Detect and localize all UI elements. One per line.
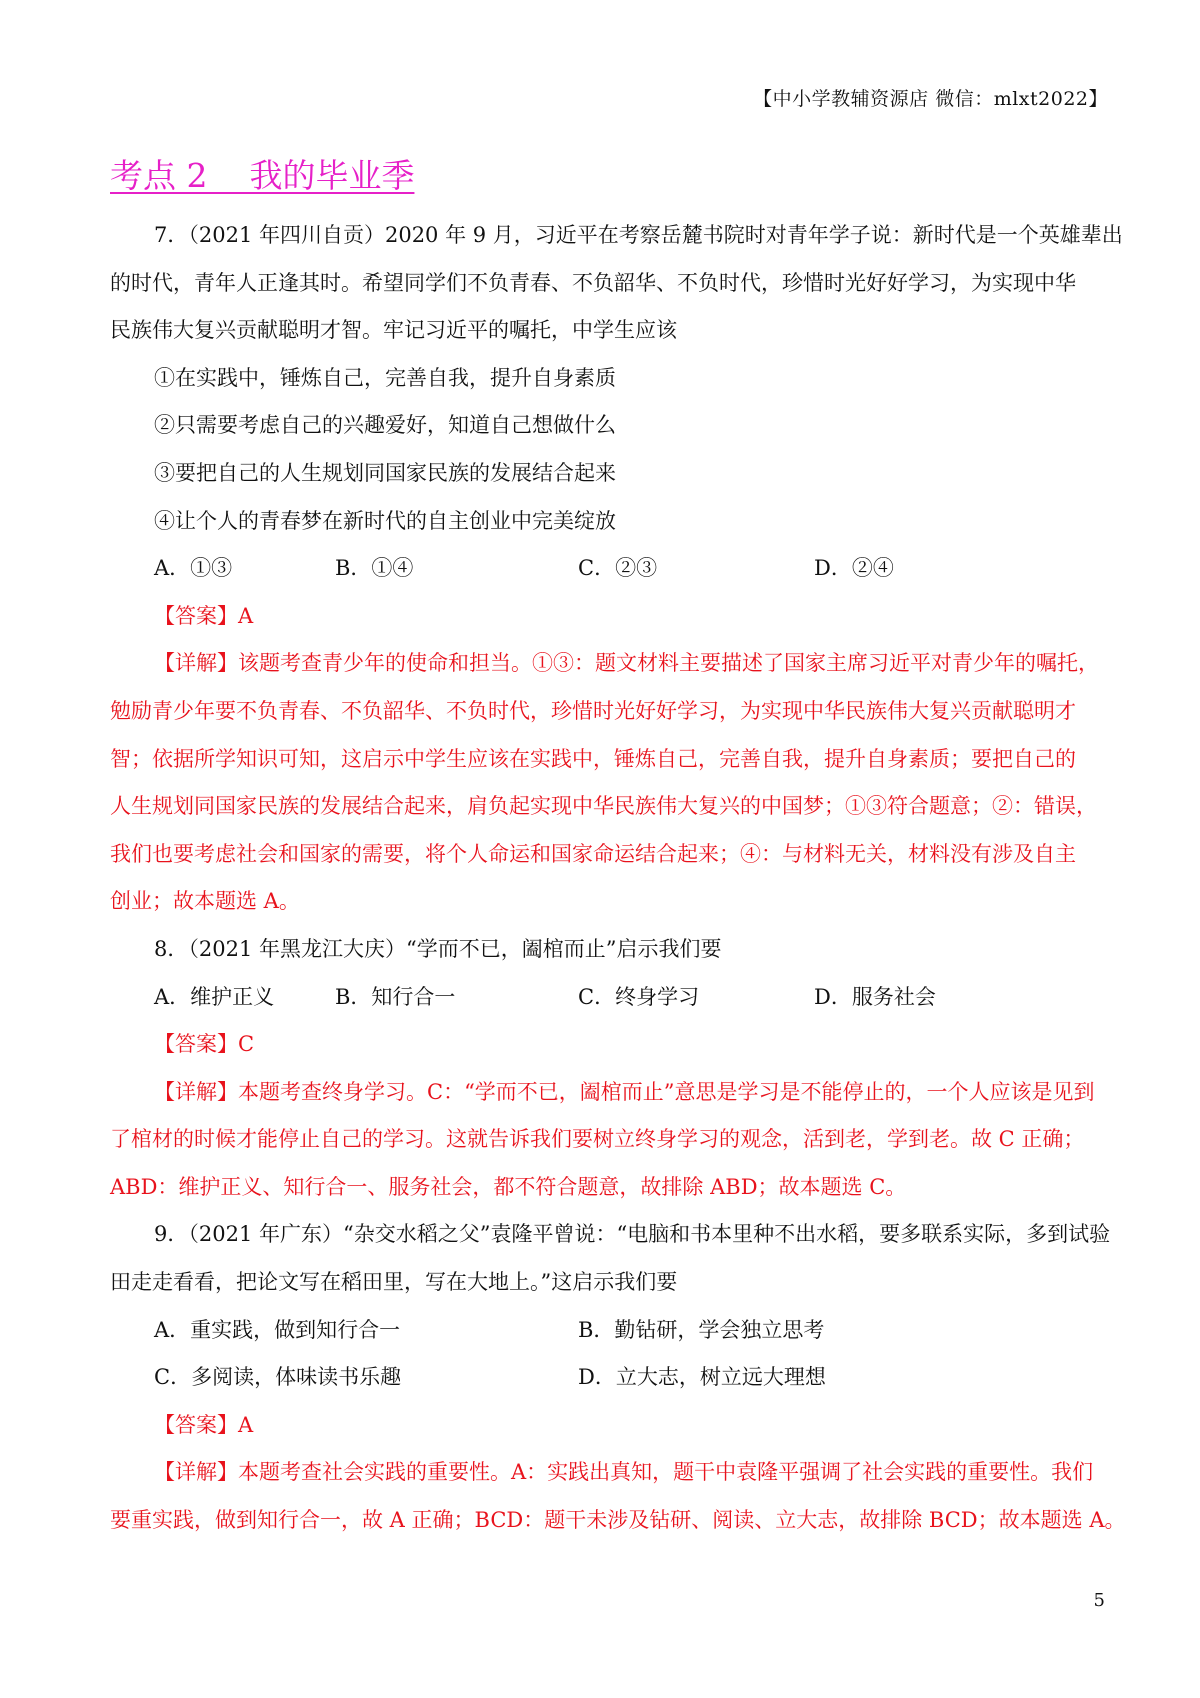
question-stem-line: 田走走看看，把论文写在稻田里，写在大地上。”这启示我们要: [110, 1270, 678, 1295]
option-b: B．①④: [335, 556, 414, 581]
answer-options: [110, 1354, 1100, 1402]
answer-options: [110, 974, 1100, 1022]
question-stem-line: 9．（2021 年广东）“杂交水稻之父”袁隆平曾说：“电脑和书本里种不出水稻，要多联系实际，多到试验: [154, 1222, 1111, 1247]
explanation-line: 【详解】该题考查青少年的使命和担当。①③：题文材料主要描述了国家主席习近平对青少年的嘱托，: [154, 651, 1099, 676]
explanation-line: 了棺材的时候才能停止自己的学习。这就告诉我们要树立终身学习的观念，活到老，学到老。故 C 正确；: [110, 1127, 1085, 1152]
option-a: A．维护正义: [154, 984, 275, 1009]
statement-1: ①在实践中，锤炼自己，完善自我，提升自身素质: [154, 365, 616, 390]
question-9: [110, 1211, 1126, 1544]
option-c: C．终身学习: [578, 984, 700, 1009]
statement-4: ④让个人的青春梦在新时代的自主创业中完美绽放: [154, 508, 616, 533]
answer-label: 【答案】C: [154, 1032, 255, 1057]
option-b: B．勤钻研，学会独立思考: [578, 1317, 825, 1342]
option-a: A．重实践，做到知行合一: [154, 1317, 401, 1342]
option-d: D．②④: [814, 556, 894, 581]
header-note: 【中小学教辅资源店 微信：mlxt2022】: [753, 88, 1108, 110]
explanation-line: 人生规划同国家民族的发展结合起来，肩负起实现中华民族伟大复兴的中国梦；①③符合题意；②：错误，: [110, 794, 1097, 819]
question-stem-line: 7．（2021 年四川自贡）2020 年 9 月，习近平在考察岳麓书院时对青年学子说：新时代是一个英雄辈出: [154, 223, 1123, 247]
statement-2: ②只需要考虑自己的兴趣爱好，知道自己想做什么: [154, 413, 616, 438]
option-d: D．立大志，树立远大理想: [578, 1365, 826, 1390]
option-b: B．知行合一: [335, 984, 456, 1009]
answer-label: 【答案】A: [154, 603, 254, 628]
explanation-line: 【详解】本题考查社会实践的重要性。A：实践出真知，题干中袁隆平强调了社会实践的重要性。我们: [154, 1460, 1094, 1485]
answer-options: [110, 1307, 1100, 1355]
explanation-line: 要重实践，做到知行合一，故 A 正确；BCD：题干未涉及钻研、阅读、立大志，故排除 BCD；故本题选 A。: [110, 1508, 1126, 1533]
explanation-line: ABD：维护正义、知行合一、服务社会，都不符合题意，故排除 ABD；故本题选 C。: [110, 1174, 907, 1199]
explanation-line: 智；依据所学知识可知，这启示中学生应该在实践中，锤炼自己，完善自我，提升自身素质；要把自己的: [110, 746, 1076, 771]
question-8: [110, 926, 1100, 1212]
option-c: C．多阅读，体味读书乐趣: [154, 1365, 402, 1390]
content-body: [110, 212, 1126, 1545]
question-stem-line: 的时代，青年人正逢其时。希望同学们不负青春、不负韶华、不负时代，珍惜时光好好学习，为实现中华: [110, 270, 1076, 295]
section-title: 考点 2 我的毕业季: [110, 156, 415, 195]
explanation-line: 创业；故本题选 A。: [110, 889, 300, 914]
option-d: D．服务社会: [814, 984, 936, 1009]
page-number: 5: [1093, 1590, 1105, 1611]
question-stem-line: 8．（2021 年黑龙江大庆）“学而不已，阖棺而止”启示我们要: [154, 936, 722, 961]
statement-3: ③要把自己的人生规划同国家民族的发展结合起来: [154, 460, 616, 485]
answer-options: [110, 545, 1100, 593]
question-stem-line: 民族伟大复兴贡献聪明才智。牢记习近平的嘱托，中学生应该: [110, 318, 677, 343]
answer-label: 【答案】A: [154, 1412, 254, 1437]
question-7: [110, 212, 1123, 926]
option-a: A．①③: [154, 556, 233, 581]
explanation-line: 勉励青少年要不负青春、不负韶华、不负时代，珍惜时光好好学习，为实现中华民族伟大复兴贡献聪明才: [110, 698, 1076, 723]
option-c: C．②③: [578, 556, 658, 581]
explanation-line: 我们也要考虑社会和国家的需要，将个人命运和国家命运结合起来；④：与材料无关，材料没有涉及自主: [110, 841, 1076, 866]
explanation-line: 【详解】本题考查终身学习。C：“学而不已，阖棺而止”意思是学习是不能停止的，一个人应该是见到: [154, 1079, 1095, 1104]
